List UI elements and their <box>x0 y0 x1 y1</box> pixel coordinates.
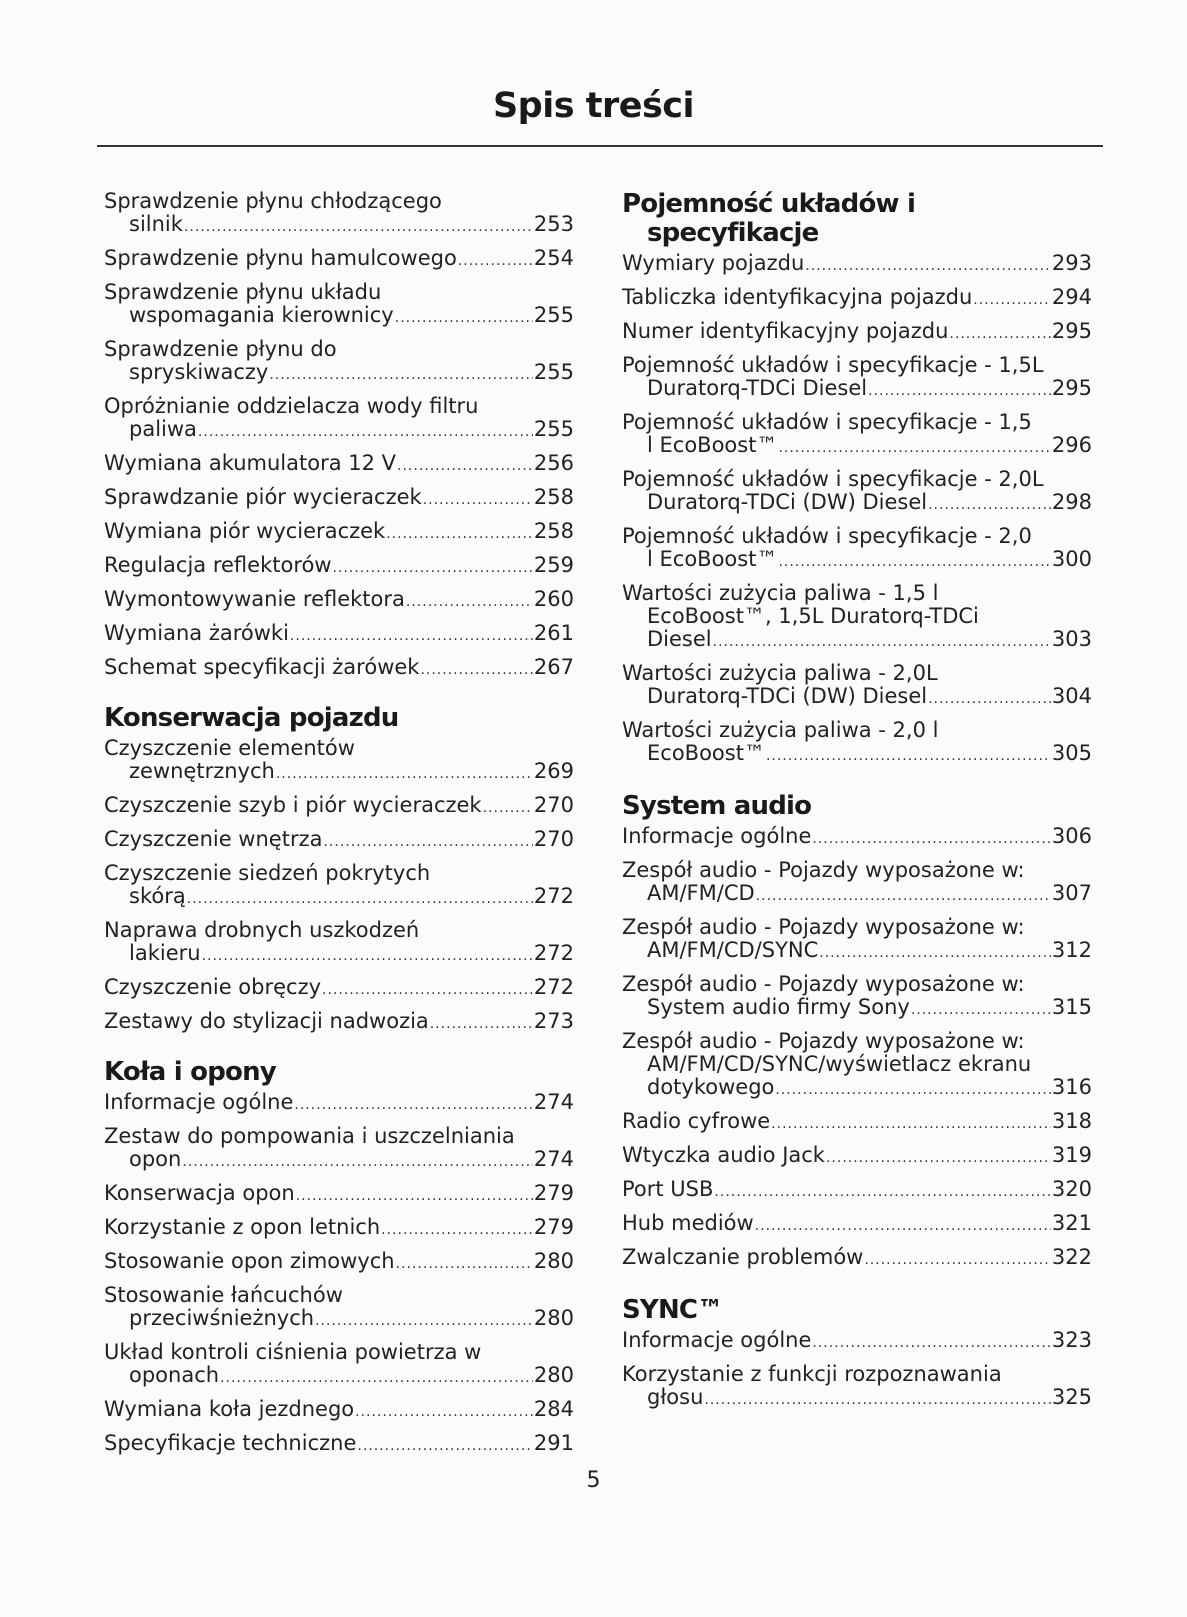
dot-leader <box>386 523 533 546</box>
entry-title-line: Czyszczenie elementów <box>104 736 355 760</box>
entry-page-number: 270 <box>533 793 574 817</box>
entry-page-number: 306 <box>1051 824 1092 848</box>
toc-entry[interactable] <box>104 794 574 820</box>
entry-title: AM/FM/CD <box>647 881 755 905</box>
toc-entry[interactable] <box>104 1284 574 1333</box>
entry-title: l EcoBoost™ <box>647 547 778 571</box>
entry-title: lakieru <box>129 941 201 965</box>
entry-last-line <box>104 418 574 444</box>
entry-title-line: Naprawa drobnych uszkodzeń <box>104 918 420 942</box>
toc-entry[interactable] <box>104 1125 574 1174</box>
dot-leader <box>819 942 1051 965</box>
entry-last-line <box>622 286 1092 312</box>
entry-title: Wymontowywanie reflektora <box>104 587 405 611</box>
entry-title: dotykowego <box>647 1075 775 1099</box>
entry-title: Hub mediów <box>622 1211 754 1235</box>
toc-entry[interactable] <box>104 452 574 478</box>
entry-last-line <box>622 882 1092 908</box>
entry-last-line <box>104 794 574 820</box>
dot-leader <box>357 1435 533 1458</box>
toc-entry[interactable] <box>622 411 1092 460</box>
dot-leader <box>430 1013 533 1036</box>
entry-last-line <box>622 685 1092 711</box>
entry-last-line <box>104 1091 574 1117</box>
entry-page-number: 253 <box>533 212 574 236</box>
dot-leader <box>949 323 1050 346</box>
entry-title: Sprawdzenie płynu hamulcowego <box>104 246 457 270</box>
dot-leader <box>928 494 1051 517</box>
entry-page-number: 255 <box>533 417 574 441</box>
entry-last-line <box>104 828 574 854</box>
entry-page-number: 272 <box>533 941 574 965</box>
dot-leader <box>775 1079 1051 1102</box>
toc-entry[interactable] <box>622 1144 1092 1170</box>
entry-title-line: Pojemność układów i specyfikacje - 2,0L <box>622 467 1044 491</box>
entry-page-number: 303 <box>1051 627 1092 651</box>
entry-title: głosu <box>647 1385 704 1409</box>
toc-left-column <box>104 190 574 1466</box>
toc-section-konserwacja-pojazdu <box>104 704 574 1036</box>
entry-page-number: 284 <box>533 1397 574 1421</box>
entry-last-line <box>104 885 574 911</box>
dot-leader <box>396 1253 533 1276</box>
entry-title: System audio firmy Sony <box>647 995 910 1019</box>
toc-entry[interactable] <box>622 1212 1092 1238</box>
toc-entry[interactable] <box>104 737 574 786</box>
entry-page-number: 304 <box>1051 684 1092 708</box>
toc-entry[interactable] <box>622 1030 1092 1102</box>
dot-leader <box>771 1113 1051 1136</box>
dot-leader <box>333 557 533 580</box>
entry-last-line <box>104 361 574 387</box>
entry-title: l EcoBoost™ <box>647 433 778 457</box>
entry-page-number: 256 <box>533 451 574 475</box>
entry-title-line: Pojemność układów i specyfikacje - 2,0 <box>622 524 1032 548</box>
entry-page-number: 269 <box>533 759 574 783</box>
entry-title: skórą <box>129 884 186 908</box>
entry-last-line <box>104 976 574 1002</box>
dot-leader <box>928 688 1051 711</box>
entry-title: Diesel <box>647 627 712 651</box>
entry-page-number: 321 <box>1051 1211 1092 1235</box>
entry-title-line: Wartości zużycia paliwa - 2,0L <box>622 661 938 685</box>
toc-entry[interactable] <box>622 354 1092 403</box>
entry-page-number: 325 <box>1051 1385 1092 1409</box>
entry-title: Czyszczenie obręczy <box>104 975 322 999</box>
entry-last-line <box>622 1178 1092 1204</box>
entry-last-line <box>622 1386 1092 1412</box>
section-heading: Konserwacja pojazdu <box>104 703 399 733</box>
entry-page-number: 274 <box>533 1147 574 1171</box>
toc-entry[interactable] <box>622 1110 1092 1136</box>
entry-title: Informacje ogólne <box>104 1090 294 1114</box>
entry-page-number: 280 <box>533 1306 574 1330</box>
dot-leader <box>269 364 533 387</box>
dot-leader <box>198 421 533 444</box>
entry-page-number: 296 <box>1051 433 1092 457</box>
entry-page-number: 295 <box>1051 376 1092 400</box>
dot-leader <box>315 1310 533 1333</box>
entry-last-line <box>622 742 1092 768</box>
page-number: 5 <box>586 1468 601 1493</box>
toc-entry[interactable] <box>104 281 574 330</box>
entry-last-line <box>104 1010 574 1036</box>
entry-last-line <box>104 1148 574 1174</box>
toc-section-koa-i-opony <box>104 1058 574 1458</box>
section-heading: Koła i opony <box>104 1057 276 1087</box>
entry-last-line <box>622 252 1092 278</box>
entry-page-number: 305 <box>1051 741 1092 765</box>
toc-entry[interactable] <box>104 622 574 648</box>
entry-title: Zestawy do stylizacji nadwozia <box>104 1009 429 1033</box>
section-heading: System audio <box>622 791 812 821</box>
entry-last-line <box>622 377 1092 403</box>
entry-page-number: 293 <box>1051 251 1092 275</box>
dot-leader <box>322 979 533 1002</box>
dot-leader <box>182 1151 533 1174</box>
entry-title-line: Zespół audio - Pojazdy wyposażone w: <box>622 972 1025 996</box>
dot-leader <box>911 999 1051 1022</box>
entry-last-line <box>622 939 1092 965</box>
dot-leader <box>756 885 1051 908</box>
entry-page-number: 272 <box>533 975 574 999</box>
dot-leader <box>973 289 1051 312</box>
entry-title: oponach <box>129 1363 220 1387</box>
entry-last-line <box>622 491 1092 517</box>
entry-page-number: 294 <box>1051 285 1092 309</box>
toc-entry[interactable] <box>622 468 1092 517</box>
toc-entry[interactable] <box>104 1091 574 1117</box>
section-heading: SYNC™ <box>622 1295 723 1325</box>
dot-leader <box>184 216 533 239</box>
toc-entry[interactable] <box>104 1341 574 1390</box>
entry-title-line: Wartości zużycia paliwa - 1,5 l <box>622 581 939 605</box>
entry-last-line <box>104 1216 574 1242</box>
entry-title: Czyszczenie szyb i piór wycieraczek <box>104 793 482 817</box>
entry-title: Duratorq-TDCi Diesel <box>647 376 868 400</box>
entry-title: Radio cyfrowe <box>622 1109 771 1133</box>
dot-leader <box>483 797 533 820</box>
dot-leader <box>381 1219 533 1242</box>
entry-title-line: Korzystanie z funkcji rozpoznawania <box>622 1362 1002 1386</box>
dot-leader <box>420 659 532 682</box>
entry-title-line: Opróżnianie oddzielacza wody filtru <box>104 394 479 418</box>
entry-page-number: 279 <box>533 1181 574 1205</box>
entry-page-number: 280 <box>533 1249 574 1273</box>
entry-last-line <box>622 1212 1092 1238</box>
dot-leader <box>395 307 533 330</box>
dot-leader <box>713 631 1051 654</box>
entry-title: Sprawdzanie piór wycieraczek <box>104 485 422 509</box>
toc-section-sync <box>622 1296 1092 1412</box>
dot-leader <box>714 1181 1050 1204</box>
dot-leader <box>220 1367 533 1390</box>
toc-entry[interactable] <box>104 828 574 854</box>
toc-section-intro <box>104 190 574 682</box>
entry-last-line <box>104 213 574 239</box>
entry-last-line <box>104 588 574 614</box>
entry-last-line <box>104 1398 574 1424</box>
entry-last-line <box>104 622 574 648</box>
entry-page-number: 280 <box>533 1363 574 1387</box>
entry-title: Wymiana akumulatora 12 V <box>104 451 397 475</box>
toc-entry[interactable] <box>622 1246 1092 1272</box>
entry-last-line <box>104 1307 574 1333</box>
entry-title-line: Sprawdzenie płynu do <box>104 337 337 361</box>
entry-title-line: Stosowanie łańcuchów <box>104 1283 343 1307</box>
dot-leader <box>864 1249 1051 1272</box>
section-heading: Pojemność układów i specyfikacje <box>622 189 916 248</box>
entry-last-line <box>622 434 1092 460</box>
entry-title: EcoBoost™ <box>647 741 765 765</box>
entry-last-line <box>622 1246 1092 1272</box>
entry-page-number: 258 <box>533 519 574 543</box>
entry-title-line: Zespół audio - Pojazdy wyposażone w: <box>622 1029 1025 1053</box>
entry-title-line: Wartości zużycia paliwa - 2,0 l <box>622 718 939 742</box>
toc-entry[interactable] <box>104 588 574 614</box>
entry-title: Stosowanie opon zimowych <box>104 1249 395 1273</box>
entry-last-line <box>622 1110 1092 1136</box>
entry-page-number: 312 <box>1051 938 1092 962</box>
entry-page-number: 298 <box>1051 490 1092 514</box>
entry-page-number: 318 <box>1051 1109 1092 1133</box>
toc-entry[interactable] <box>622 525 1092 574</box>
entry-page-number: 274 <box>533 1090 574 1114</box>
entry-last-line <box>104 247 574 273</box>
entry-title: Tabliczka identyfikacyjna pojazdu <box>622 285 973 309</box>
entry-title-line: Sprawdzenie płynu chłodzącego <box>104 189 442 213</box>
entry-title: Korzystanie z opon letnich <box>104 1215 381 1239</box>
toc-entry[interactable] <box>104 919 574 968</box>
toc-section-system-audio <box>622 792 1092 1272</box>
entry-last-line <box>104 1364 574 1390</box>
entry-page-number: 261 <box>533 621 574 645</box>
toc-entry[interactable] <box>622 916 1092 965</box>
entry-title: Specyfikacje techniczne <box>104 1431 357 1455</box>
entry-title: spryskiwaczy <box>129 360 269 384</box>
toc-entry[interactable] <box>104 1250 574 1276</box>
entry-title-line: Układ kontroli ciśnienia powietrza w <box>104 1340 482 1364</box>
toc-entry[interactable] <box>622 320 1092 346</box>
toc-entry[interactable] <box>104 656 574 682</box>
entry-last-line <box>104 554 574 580</box>
dot-leader <box>355 1401 533 1424</box>
entry-page-number: 273 <box>533 1009 574 1033</box>
entry-last-line <box>622 548 1092 574</box>
dot-leader <box>187 888 533 911</box>
toc-entry[interactable] <box>104 395 574 444</box>
entry-title: Wymiary pojazdu <box>622 251 805 275</box>
dot-leader <box>755 1215 1051 1238</box>
dot-leader <box>778 437 1050 460</box>
entry-title: silnik <box>129 212 183 236</box>
dot-leader <box>826 1147 1051 1170</box>
entry-title: AM/FM/CD/SYNC <box>647 938 819 962</box>
entry-title: przeciwśnieżnych <box>129 1306 315 1330</box>
entry-page-number: 267 <box>533 655 574 679</box>
entry-title-line: Pojemność układów i specyfikacje - 1,5L <box>622 353 1044 377</box>
entry-title: Duratorq-TDCi (DW) Diesel <box>647 490 928 514</box>
entry-last-line <box>104 760 574 786</box>
entry-title: Numer identyfikacyjny pojazdu <box>622 319 949 343</box>
entry-page-number: 254 <box>533 246 574 270</box>
toc-entry[interactable] <box>104 247 574 273</box>
dot-leader <box>296 1185 533 1208</box>
entry-title: Wymiana żarówki <box>104 621 289 645</box>
dot-leader <box>323 831 532 854</box>
entry-last-line <box>104 656 574 682</box>
entry-title: Regulacja reflektorów <box>104 553 332 577</box>
entry-last-line <box>104 1182 574 1208</box>
dot-leader <box>397 455 533 478</box>
toc-entry[interactable] <box>622 252 1092 278</box>
entry-title-line: AM/FM/CD/SYNC/wyświetlacz ekranu <box>647 1052 1032 1076</box>
dot-leader <box>423 489 533 512</box>
entry-page-number: 270 <box>533 827 574 851</box>
entry-title: Schemat specyfikacji żarówek <box>104 655 420 679</box>
entry-last-line <box>104 1432 574 1458</box>
toc-entry[interactable] <box>104 338 574 387</box>
toc-entry[interactable] <box>104 554 574 580</box>
toc-entry[interactable] <box>104 976 574 1002</box>
entry-page-number: 322 <box>1051 1245 1092 1269</box>
entry-title: paliwa <box>129 417 197 441</box>
entry-title: Czyszczenie wnętrza <box>104 827 323 851</box>
entry-title: opon <box>129 1147 182 1171</box>
toc-entry[interactable] <box>104 486 574 512</box>
dot-leader <box>202 945 533 968</box>
dot-leader <box>778 551 1050 574</box>
toc-entry[interactable] <box>622 1363 1092 1412</box>
toc-entry[interactable] <box>622 973 1092 1022</box>
entry-last-line <box>622 1076 1092 1102</box>
toc-entry[interactable] <box>622 859 1092 908</box>
toc-entry[interactable] <box>104 1398 574 1424</box>
entry-page-number: 295 <box>1051 319 1092 343</box>
dot-leader <box>294 1094 533 1117</box>
entry-title: Port USB <box>622 1177 714 1201</box>
entry-page-number: 279 <box>533 1215 574 1239</box>
entry-title-line: Sprawdzenie płynu układu <box>104 280 382 304</box>
entry-page-number: 258 <box>533 485 574 509</box>
entry-title: Wtyczka audio Jack <box>622 1143 825 1167</box>
dot-leader <box>458 250 533 273</box>
entry-last-line <box>104 452 574 478</box>
dot-leader <box>805 255 1051 278</box>
toc-entry[interactable] <box>622 719 1092 768</box>
entry-title-line: Zestaw do pompowania i uszczelniania <box>104 1124 515 1148</box>
entry-title: Zwalczanie problemów <box>622 1245 864 1269</box>
entry-title: Wymiana piór wycieraczek <box>104 519 386 543</box>
toc-entry[interactable] <box>104 1010 574 1036</box>
toc-entry[interactable] <box>104 1182 574 1208</box>
entry-page-number: 255 <box>533 303 574 327</box>
entry-last-line <box>104 942 574 968</box>
entry-page-number: 323 <box>1051 1328 1092 1352</box>
toc-entry[interactable] <box>104 862 574 911</box>
entry-title-line: Pojemność układów i specyfikacje - 1,5 <box>622 410 1032 434</box>
entry-page-number: 315 <box>1051 995 1092 1019</box>
entry-last-line <box>622 320 1092 346</box>
entry-title-line: Czyszczenie siedzeń pokrytych <box>104 861 431 885</box>
dot-leader <box>868 380 1051 403</box>
entry-title: wspomagania kierownicy <box>129 303 394 327</box>
entry-last-line <box>104 304 574 330</box>
entry-title-line: EcoBoost™, 1,5L Duratorq-TDCi <box>647 604 979 628</box>
entry-last-line <box>622 1144 1092 1170</box>
entry-page-number: 300 <box>1051 547 1092 571</box>
entry-page-number: 320 <box>1051 1177 1092 1201</box>
entry-page-number: 272 <box>533 884 574 908</box>
toc-entry[interactable] <box>622 825 1092 851</box>
dot-leader <box>766 745 1051 768</box>
toc-entry[interactable] <box>622 662 1092 711</box>
entry-page-number: 260 <box>533 587 574 611</box>
entry-title: zewnętrznych <box>129 759 275 783</box>
entry-title: Informacje ogólne <box>622 824 812 848</box>
entry-page-number: 316 <box>1051 1075 1092 1099</box>
entry-page-number: 307 <box>1051 881 1092 905</box>
toc-entry[interactable] <box>104 1216 574 1242</box>
toc-entry[interactable] <box>104 190 574 239</box>
entry-page-number: 255 <box>533 360 574 384</box>
dot-leader <box>812 828 1051 851</box>
entry-last-line <box>622 996 1092 1022</box>
entry-title: Informacje ogólne <box>622 1328 812 1352</box>
dot-leader <box>812 1332 1051 1355</box>
entry-page-number: 319 <box>1051 1143 1092 1167</box>
entry-page-number: 259 <box>533 553 574 577</box>
dot-leader <box>406 591 533 614</box>
title-divider <box>97 145 1103 147</box>
dot-leader <box>704 1389 1051 1412</box>
toc-entry[interactable] <box>622 1178 1092 1204</box>
entry-title-line: Zespół audio - Pojazdy wyposażone w: <box>622 858 1025 882</box>
entry-page-number: 291 <box>533 1431 574 1455</box>
entry-last-line <box>622 825 1092 851</box>
page-title: Spis treści <box>492 86 695 126</box>
toc-entry[interactable] <box>622 1329 1092 1355</box>
entry-title: Wymiana koła jezdnego <box>104 1397 355 1421</box>
dot-leader <box>276 763 533 786</box>
entry-last-line <box>622 628 1092 654</box>
toc-entry[interactable] <box>104 520 574 546</box>
entry-last-line <box>104 486 574 512</box>
entry-last-line <box>104 520 574 546</box>
toc-entry[interactable] <box>622 286 1092 312</box>
toc-section-pojemnosc-ukadow-i-specyfikacje <box>622 190 1092 768</box>
entry-title-line: Zespół audio - Pojazdy wyposażone w: <box>622 915 1025 939</box>
entry-last-line <box>104 1250 574 1276</box>
entry-title: Konserwacja opon <box>104 1181 295 1205</box>
entry-last-line <box>622 1329 1092 1355</box>
entry-title: Duratorq-TDCi (DW) Diesel <box>647 684 928 708</box>
toc-right-column <box>622 190 1092 1420</box>
toc-entry[interactable] <box>622 582 1092 654</box>
toc-entry[interactable] <box>104 1432 574 1458</box>
dot-leader <box>290 625 533 648</box>
